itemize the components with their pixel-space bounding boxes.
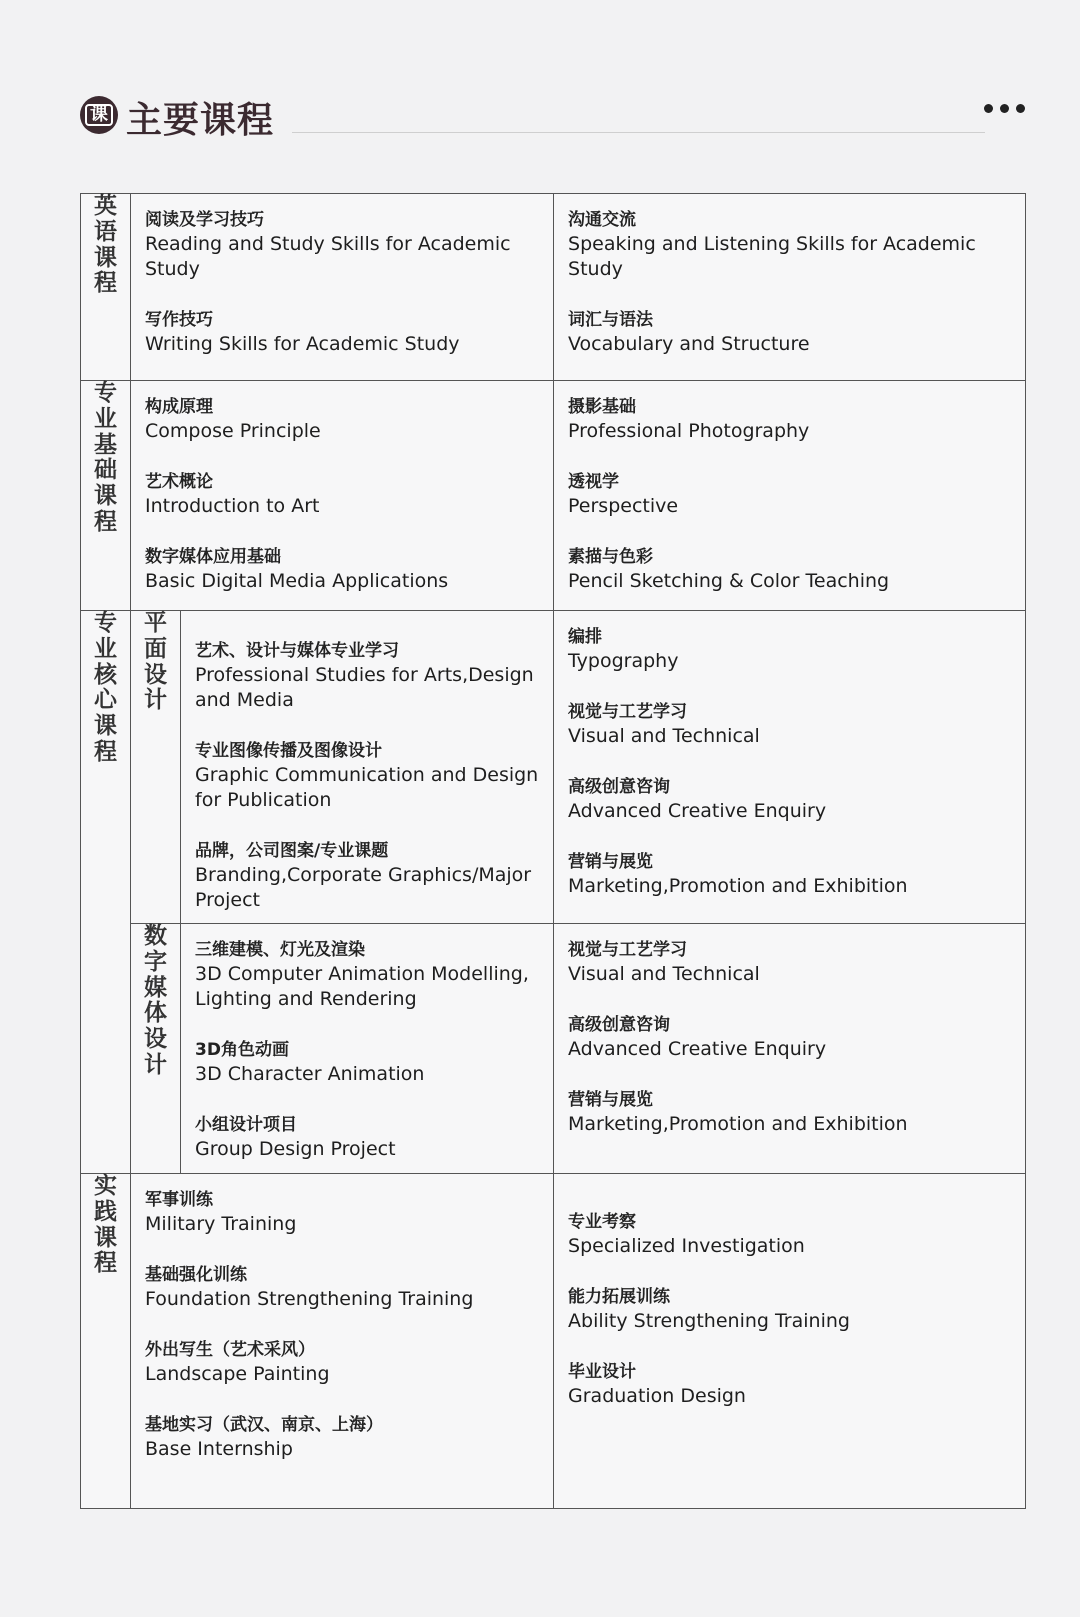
course-item — [568, 1013, 1013, 1062]
course-item — [145, 308, 541, 357]
course-name-en: Graphic Communication and Design for Publication — [195, 764, 539, 811]
course-name-zh: 数字媒体应用基础 — [145, 547, 281, 567]
course-item — [568, 208, 1013, 282]
english-left — [131, 194, 553, 367]
course-name-zh: 摄影基础 — [568, 397, 637, 417]
course-name-zh: 视觉与工艺学习 — [568, 702, 688, 722]
row-digital-media — [81, 924, 1026, 1174]
title-divider — [292, 132, 985, 133]
course-item — [195, 739, 541, 813]
graphic-right — [554, 611, 1025, 909]
course-item — [145, 395, 541, 444]
course-name-zh: 基地实习（武汉、南京、上海） — [145, 1415, 383, 1435]
course-item — [195, 639, 541, 713]
course-item — [568, 850, 1013, 899]
course-name-zh: 高级创意咨询 — [568, 777, 671, 797]
course-name-en: 3D Computer Animation Modelling, Lighting and Rendering — [195, 963, 529, 1010]
course-item — [568, 700, 1013, 749]
course-item — [568, 938, 1013, 987]
digital-right — [554, 924, 1025, 1147]
course-item — [568, 395, 1013, 444]
subcategory-label: 数字媒体设计 — [144, 923, 167, 1078]
course-item — [195, 938, 541, 1012]
category-practice — [81, 1174, 131, 1509]
row-graphic-design — [81, 611, 1026, 924]
course-name-zh: 专业考察 — [568, 1212, 637, 1232]
course-name-zh: 视觉与工艺学习 — [568, 940, 688, 960]
course-name-en: Marketing,Promotion and Exhibition — [568, 1113, 908, 1135]
course-name-zh: 素描与色彩 — [568, 547, 654, 567]
practice-right — [554, 1174, 1025, 1419]
course-item — [568, 625, 1013, 674]
course-item — [568, 1210, 1013, 1259]
course-name-en: Basic Digital Media Applications — [145, 570, 449, 592]
category-label: 专业核心课程 — [94, 610, 117, 765]
category-label: 英语课程 — [94, 193, 117, 297]
course-item — [568, 1285, 1013, 1334]
course-item — [145, 1188, 541, 1237]
course-item — [145, 545, 541, 594]
course-name-zh: 阅读及学习技巧 — [145, 210, 264, 230]
course-name-en: Professional Studies for Arts,Design and Media — [195, 664, 534, 711]
course-name-en: Advanced Creative Enquiry — [568, 800, 827, 822]
category-core — [81, 611, 131, 1174]
course-name-zh: 品牌，公司图案/专业课题 — [195, 841, 389, 861]
course-item — [145, 1413, 541, 1462]
course-item — [568, 1360, 1013, 1409]
page-header — [80, 92, 1025, 152]
subcategory-label: 平面设计 — [144, 610, 167, 714]
course-item — [145, 1338, 541, 1387]
course-name-zh: 3D角色动画 — [195, 1040, 289, 1060]
course-name-en: 3D Character Animation — [195, 1063, 425, 1085]
course-name-zh: 军事训练 — [145, 1190, 213, 1210]
course-name-en: Vocabulary and Structure — [568, 333, 810, 355]
course-name-en: Graduation Design — [568, 1385, 746, 1407]
course-name-zh: 专业图像传播及图像设计 — [195, 741, 382, 761]
course-name-en: Visual and Technical — [568, 963, 760, 985]
course-logo-icon: 课 — [80, 96, 118, 134]
course-name-en: Group Design Project — [195, 1138, 396, 1160]
course-name-en: Advanced Creative Enquiry — [568, 1038, 827, 1060]
course-name-zh: 三维建模、灯光及渲染 — [195, 940, 365, 960]
course-name-zh: 写作技巧 — [145, 310, 213, 330]
course-name-zh: 高级创意咨询 — [568, 1015, 671, 1035]
course-name-en: Compose Principle — [145, 420, 321, 442]
course-name-en: Introduction to Art — [145, 495, 320, 517]
course-name-en: Visual and Technical — [568, 725, 760, 747]
course-name-en: Foundation Strengthening Training — [145, 1288, 474, 1310]
course-item — [145, 1263, 541, 1312]
course-name-zh: 毕业设计 — [568, 1362, 637, 1382]
course-name-en: Speaking and Listening Skills for Academic Study — [568, 233, 976, 280]
course-name-en: Typography — [568, 650, 679, 672]
foundation-right — [554, 381, 1025, 604]
course-name-en: Writing Skills for Academic Study — [145, 333, 460, 355]
practice-left — [131, 1174, 553, 1472]
course-name-zh: 编排 — [568, 627, 603, 647]
course-name-zh: 透视学 — [568, 472, 620, 492]
course-name-zh: 构成原理 — [145, 397, 213, 417]
course-item — [195, 1038, 541, 1087]
subcategory-graphic — [131, 611, 181, 924]
course-name-en: Landscape Painting — [145, 1363, 330, 1385]
course-name-zh: 外出写生（艺术采风） — [145, 1340, 315, 1360]
course-name-zh: 艺术概论 — [145, 472, 213, 492]
row-english — [81, 194, 1026, 381]
course-name-en: Marketing,Promotion and Exhibition — [568, 875, 908, 897]
more-dots-icon[interactable] — [984, 104, 1025, 113]
course-name-en: Pencil Sketching & Color Teaching — [568, 570, 890, 592]
course-item — [568, 308, 1013, 357]
course-name-zh: 基础强化训练 — [145, 1265, 247, 1285]
course-name-zh: 营销与展览 — [568, 1090, 654, 1110]
course-name-en: Military Training — [145, 1213, 297, 1235]
course-item — [195, 1113, 541, 1162]
course-item — [145, 470, 541, 519]
course-name-zh: 艺术、设计与媒体专业学习 — [195, 641, 399, 661]
course-name-zh: 小组设计项目 — [195, 1115, 297, 1135]
course-name-zh: 营销与展览 — [568, 852, 654, 872]
course-name-zh: 能力拓展训练 — [568, 1287, 671, 1307]
course-name-en: Base Internship — [145, 1438, 293, 1460]
course-item — [568, 545, 1013, 594]
row-foundation — [81, 381, 1026, 611]
category-english — [81, 194, 131, 381]
category-foundation — [81, 381, 131, 611]
course-item — [568, 1088, 1013, 1137]
course-table — [80, 193, 1026, 1509]
course-item — [195, 839, 541, 913]
course-name-en: Specialized Investigation — [568, 1235, 805, 1257]
row-practice — [81, 1174, 1026, 1509]
course-item — [568, 775, 1013, 824]
course-name-en: Reading and Study Skills for Academic Study — [145, 233, 511, 280]
subcategory-digital — [131, 924, 181, 1174]
course-item — [568, 470, 1013, 519]
course-name-en: Ability Strengthening Training — [568, 1310, 850, 1332]
course-name-zh: 沟通交流 — [568, 210, 637, 230]
category-label: 专业基础课程 — [94, 380, 117, 535]
course-name-en: Professional Photography — [568, 420, 810, 442]
category-label: 实践课程 — [94, 1173, 117, 1277]
digital-left — [181, 924, 553, 1172]
course-item — [145, 208, 541, 282]
english-right — [554, 194, 1025, 367]
course-name-zh: 词汇与语法 — [568, 310, 654, 330]
course-name-en: Branding,Corporate Graphics/Major Project — [195, 864, 532, 911]
page-title: 主要课程 — [126, 100, 275, 141]
foundation-left — [131, 381, 553, 604]
graphic-left — [181, 611, 553, 923]
course-name-en: Perspective — [568, 495, 679, 517]
